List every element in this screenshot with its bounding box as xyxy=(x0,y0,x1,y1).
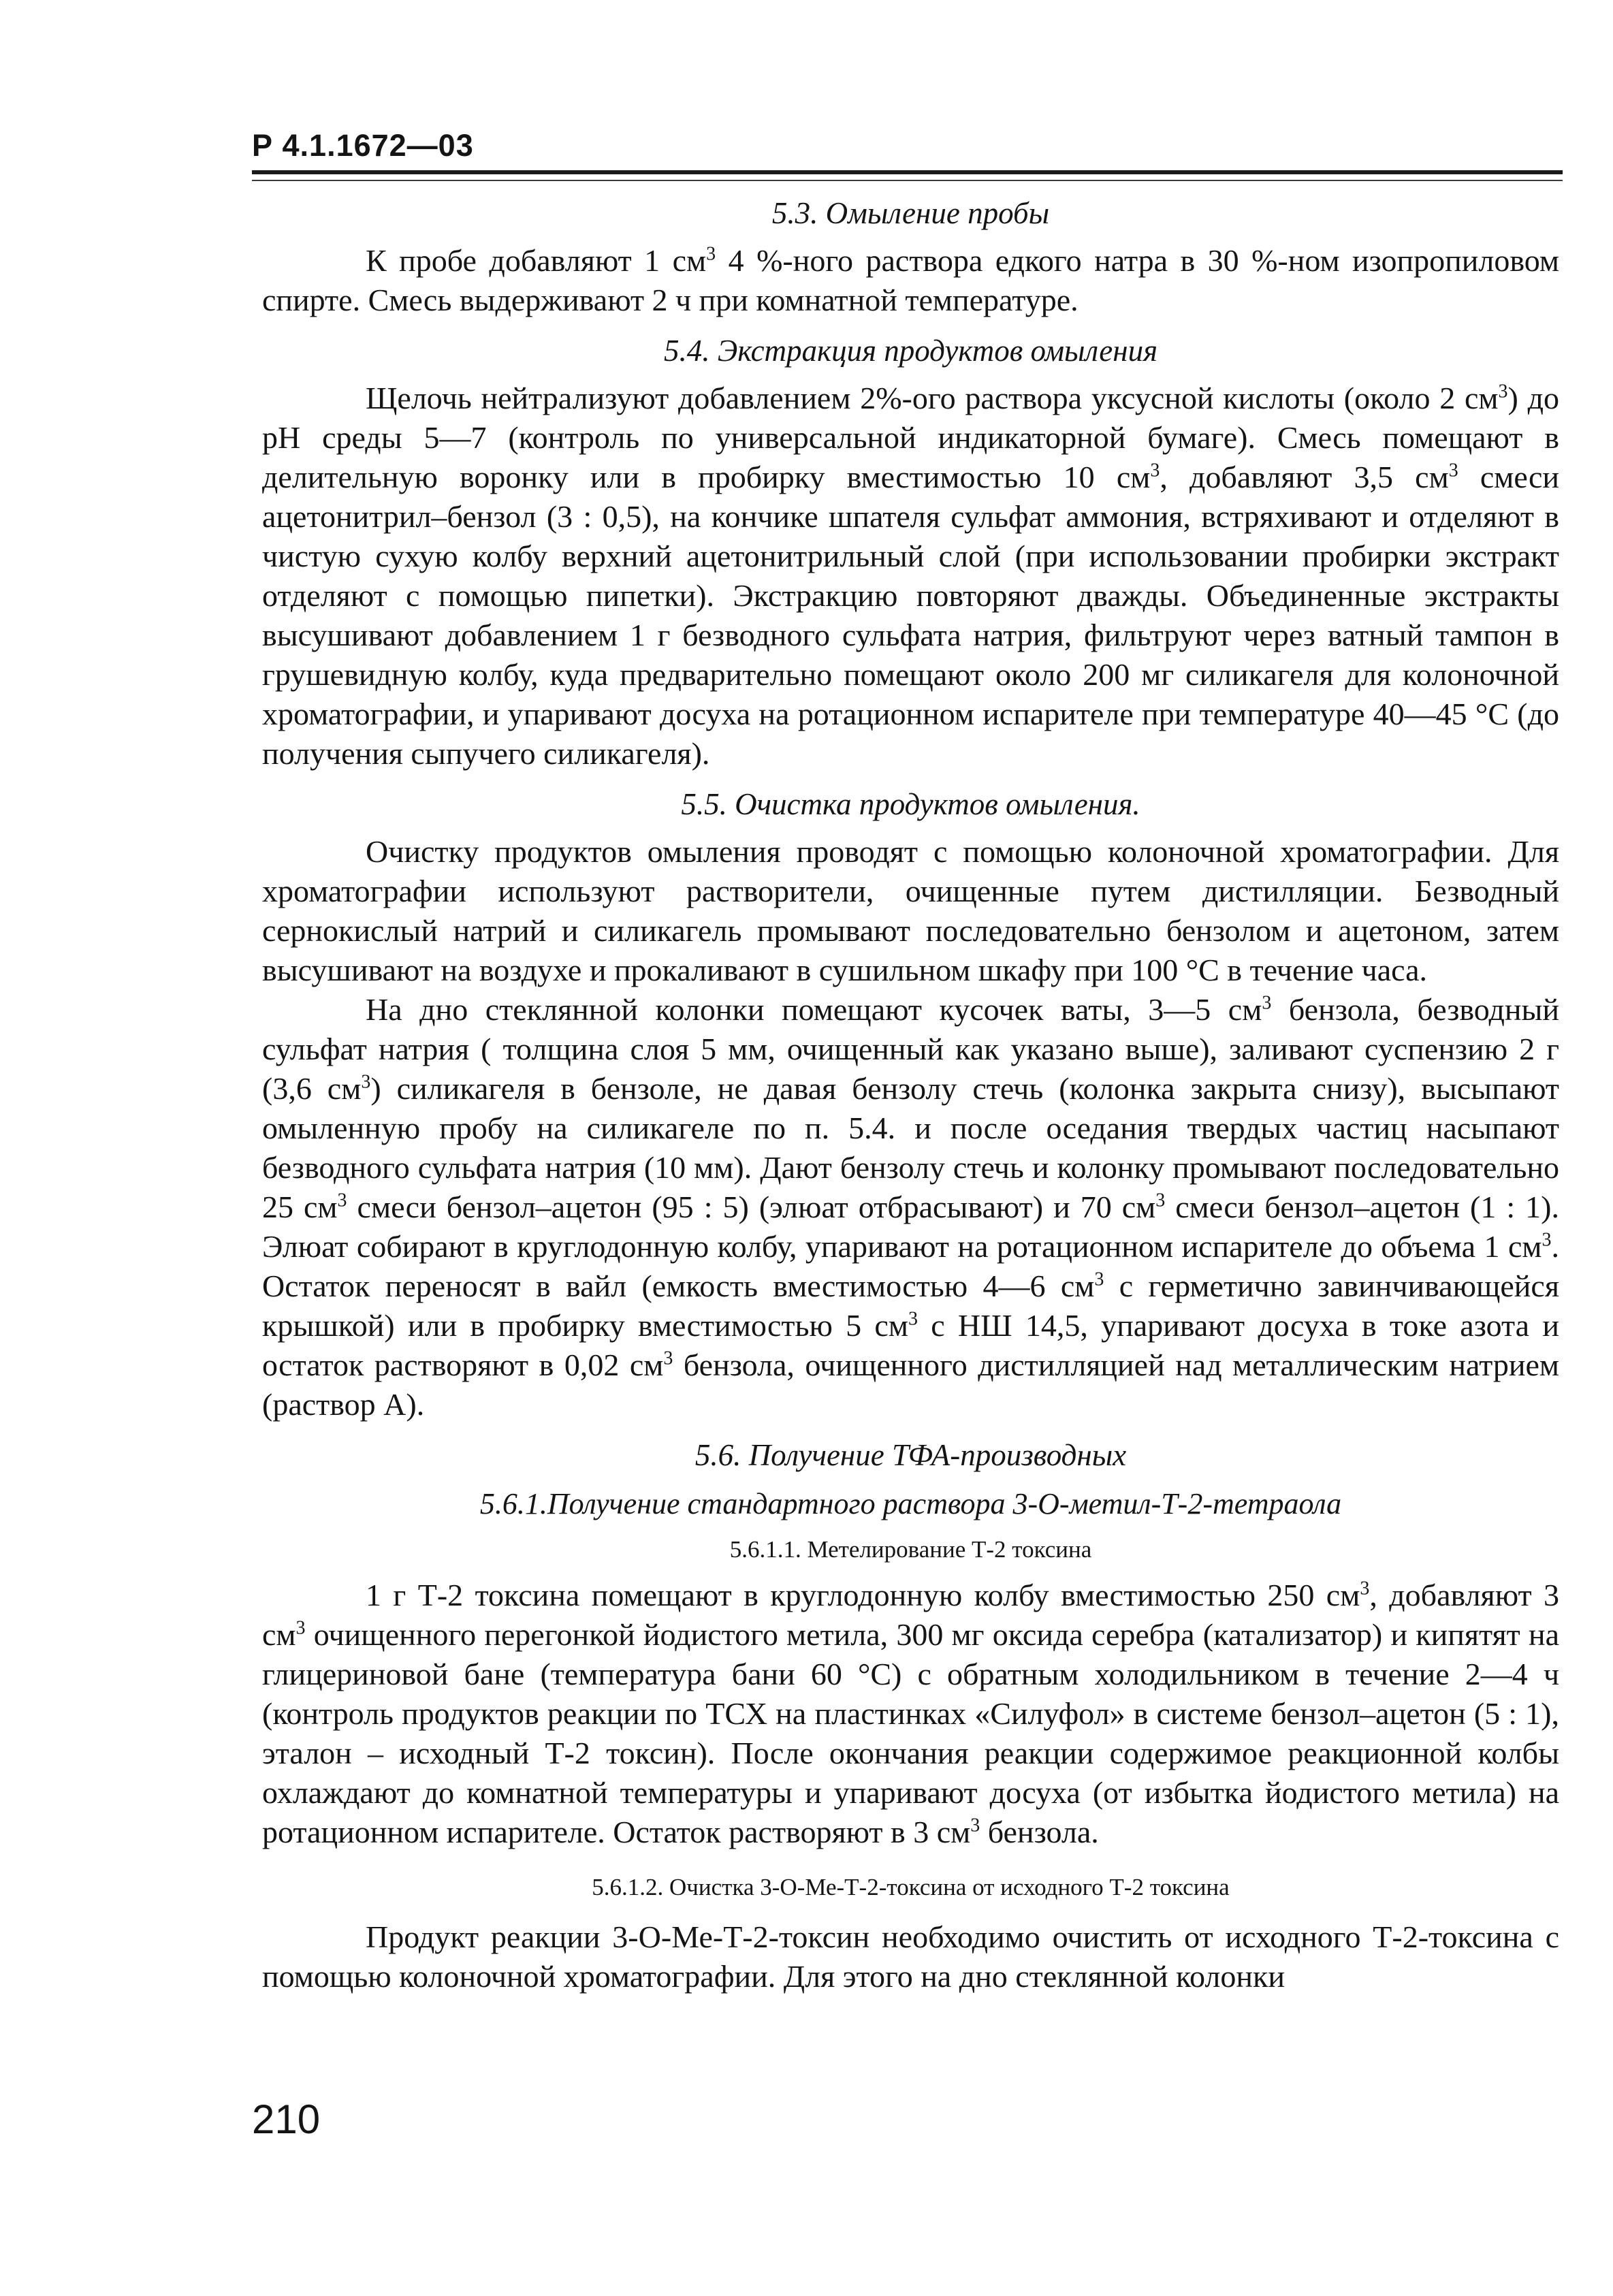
section-heading-5-4: 5.4. Экстракция продуктов омыления xyxy=(664,334,1157,368)
paragraph-5-5-1: Очистку продуктов омыления проводят с помощью колоночной хроматографии. Для хроматографии используют растворители, очищенные путем дистилляции. Безводный сернокислый натрий и силикагель промывают последовательно бензолом и ацетоном, затем высушивают на воздухе и прокаливают в сушильном шкафу при 100 °С в течение часа. xyxy=(262,834,1559,987)
paragraph-5-6-1-2: Продукт реакции 3-О-Ме-Т-2-токсин необходимо очистить от исходного Т-2-токсина с помощью колоночной хроматографии. Для этого на дно стеклянной колонки xyxy=(262,1919,1559,1994)
section-heading-5-3: 5.3. Омыление пробы xyxy=(771,196,1050,230)
paragraph-5-3: К пробе добавляют 1 $см^3$ 4 %-ного раствора едкого натра в 30 %-ном изопропиловом спирте. Смесь выдерживают 2 ч при комнатной температуре. xyxy=(262,243,1560,317)
paragraph-5-5-2: На дно стеклянной колонки помещают кусочек ваты, 3—5 $см^3$ бензола, безводный сульфат натрия ( толщина слоя 5 мм, очищенный как указано выше), заливают суспензию 2 г (3,6 $см^3$) силикагеля в бензоле, не давая бензолу стечь (колонка закрыта снизу), высыпают омыленную пробу на силикагеле по п. 5.4. и после оседания твердых частиц насыпают безводного сульфата натрия (10 мм). Дают бензолу стечь и колонку промывают последовательно 25 $см^3$ смеси бензол–ацетон (95 : 5) (элюат отбрасывают) и 70 $см^3$ смеси бензол–ацетон (1 : 1). Элюат собирают в круглодонную колбу, упаривают на ротационном испарителе до объема 1 $см^3$. Остаток переносят в вайл (емкость вместимостью 4—6 $см^3$ с герметично завинчивающейся крышкой) или в пробирку вместимостью 5 $см^3$ с НШ 14,5, упаривают досуха в токе азота и остаток растворяют в 0,02 $см^3$ бензола, очищенного дистилляцией над металлическим натрием (раствор А). xyxy=(262,992,1560,1422)
subsection-heading-5-6-1: 5.6.1.Получение стандартного раствора 3-О-метил-Т-2-тетраола xyxy=(479,1487,1342,1520)
paragraph-5-4: Щелочь нейтрализуют добавлением 2%-ого раствора уксусной кислоты (около 2 $см^3$) до pH среды 5—7 (контроль по универсальной индикаторной бумаге). Смесь помещают в делительную воронку или в пробирку вместимостью 10 $см^3$, добавляют 3,5 $см^3$ смеси ацетонитрил–бензол (3 : 0,5), на кончике шпателя сульфат аммония, встряхивают и отделяют в чистую сухую колбу верхний ацетонитрильный слой (при использовании пробирки экстракт отделяют с помощью пипетки). Экстракцию повторяют дважды. Объединенные экстракты высушивают добавлением 1 г безводного сульфата натрия, фильтруют через ватный тампон в грушевидную колбу, куда предварительно помещают около 200 мг силикагеля для колоночной хроматографии, и упаривают досуха на ротационном испарителе при температуре 40—45 °С (до получения сыпучего силикагеля). xyxy=(262,381,1559,771)
section-heading-5-5: 5.5. Очистка продуктов омыления. xyxy=(681,787,1140,821)
page-content xyxy=(262,189,1559,1996)
header-rule-thin xyxy=(252,180,1563,181)
subsection-heading-5-6-1-1: 5.6.1.1. Метелирование Т-2 токсина xyxy=(729,1536,1092,1563)
subsection-heading-5-6-1-2: 5.6.1.2. Очистка 3-О-Ме-Т-2-токсина от исходного Т-2 токсина xyxy=(592,1874,1230,1900)
section-heading-5-6: 5.6. Получение ТФА-производных xyxy=(694,1438,1127,1472)
header-rule-thick xyxy=(252,170,1563,174)
page-number: 210 xyxy=(252,2096,321,2142)
document-code: Р 4.1.1672—03 xyxy=(252,128,474,163)
paragraph-5-6-1-1: 1 г Т-2 токсина помещают в круглодонную колбу вместимостью 250 $см^3$, добавляют 3 $см^3$ очищенного перегонкой йодистого метила, 300 мг оксида серебра (катализатор) и кипятят на глицериновой бане (температура бани 60 °С) с обратным холодильником в течение 2—4 ч (контроль продуктов реакции по ТСХ на пластинках «Силуфол» в системе бензол–ацетон (5 : 1), эталон – исходный Т-2 токсин). После окончания реакции содержимое реакционной колбы охлаждают до комнатной температуры и упаривают досуха (от избытка йодистого метила) на ротационном испарителе. Остаток растворяют в 3 $см^3$ бензола. xyxy=(262,1578,1559,1849)
